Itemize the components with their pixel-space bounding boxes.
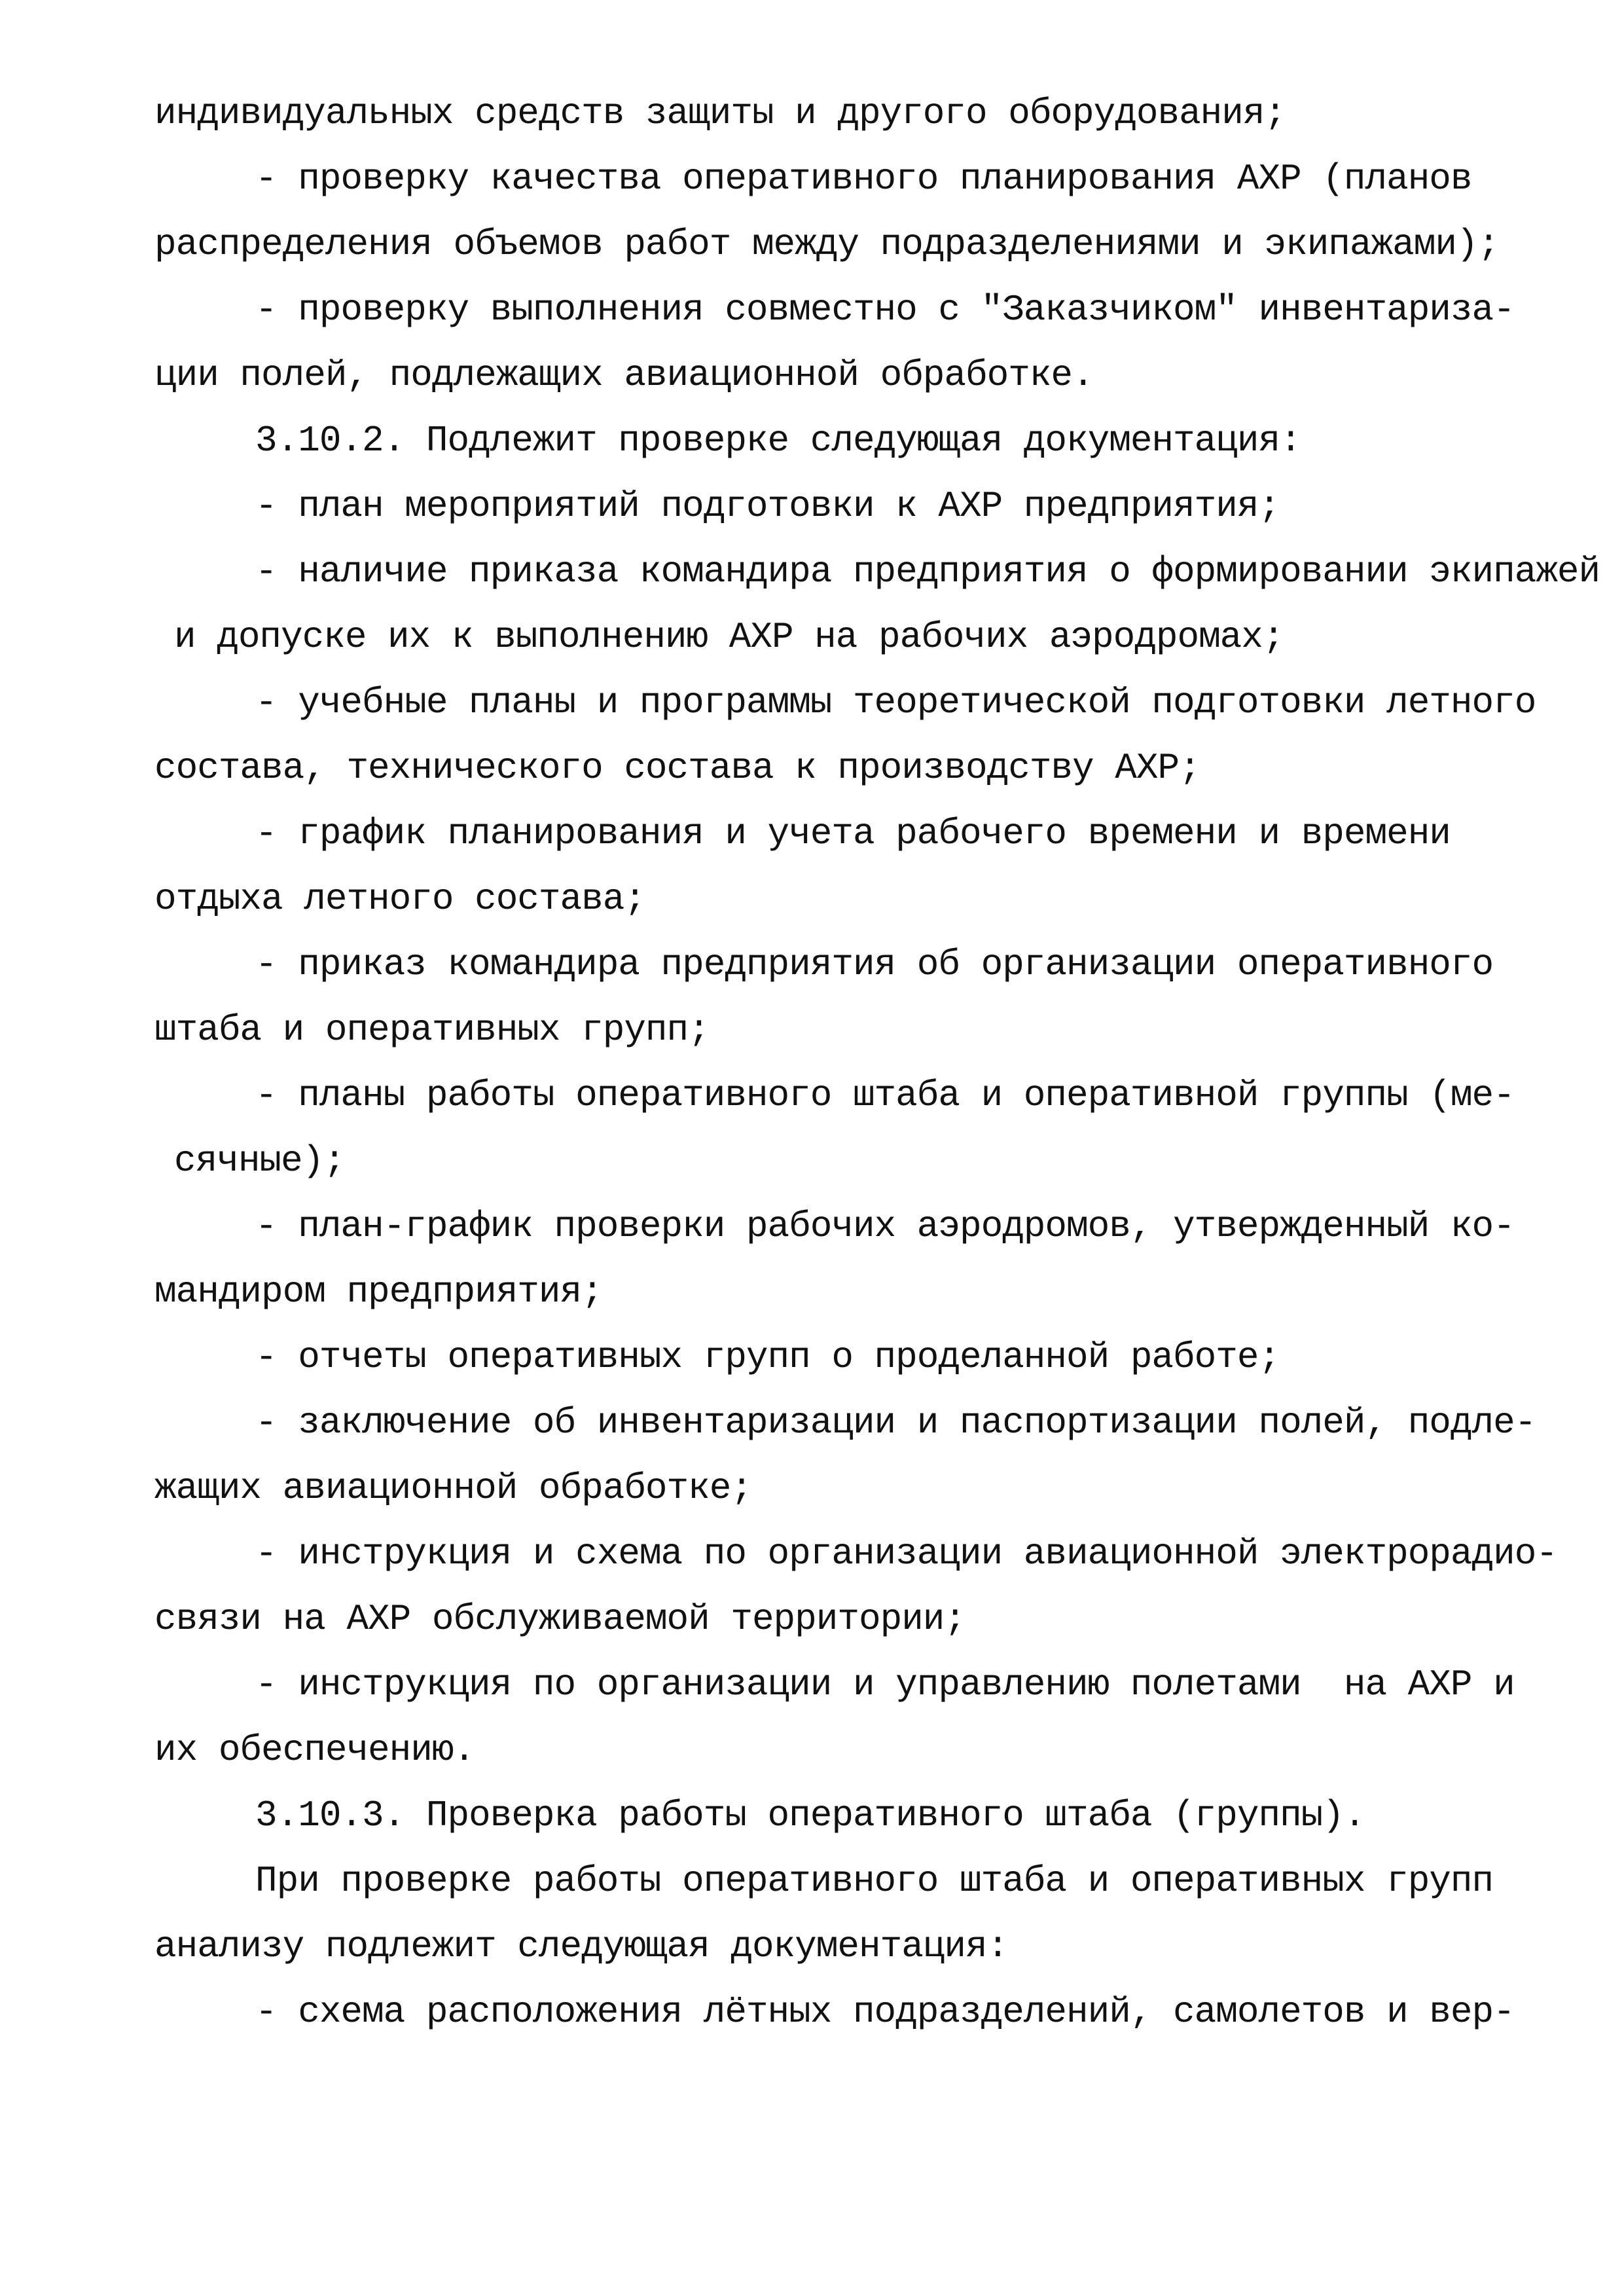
text-line: - заключение об инвентаризации и паспортизации полей, подле- bbox=[255, 1402, 1536, 1444]
text-line: отдыха летного состава; bbox=[154, 878, 645, 920]
text-line: - инструкция по организации и управлению полетами на АХР и bbox=[255, 1664, 1515, 1705]
section-heading-3-10-3: 3.10.3. Проверка работы оперативного штаба (группы). bbox=[255, 1795, 1365, 1836]
text-line: - наличие приказа командира предприятия о формировании экипажей bbox=[255, 551, 1600, 592]
text-line: - схема расположения лётных подразделений, самолетов и вер- bbox=[255, 1991, 1515, 2033]
text-line: - учебные планы и программы теоретической подготовки летного bbox=[255, 682, 1536, 723]
text-line: - план мероприятий подготовки к АХР предприятия; bbox=[255, 485, 1280, 527]
text-line: анализу подлежит следующая документация: bbox=[154, 1925, 1009, 1967]
text-line: сячные); bbox=[174, 1140, 345, 1182]
text-line: ции полей, подлежащих авиационной обработке. bbox=[154, 354, 1094, 396]
text-line: их обеспечению. bbox=[154, 1729, 475, 1771]
text-line: - план-график проверки рабочих аэродромов, утвержденный ко- bbox=[255, 1205, 1515, 1247]
text-line: жащих авиационной обработке; bbox=[154, 1467, 752, 1509]
text-line: - планы работы оперативного штаба и оперативной группы (ме- bbox=[255, 1074, 1515, 1116]
text-line: - график планирования и учета рабочего времени и времени bbox=[255, 812, 1451, 854]
text-line: штаба и оперативных групп; bbox=[154, 1009, 710, 1051]
text-line: индивидуальных средств защиты и другого оборудования; bbox=[154, 92, 1286, 134]
text-line: состава, технического состава к производству АХР; bbox=[154, 747, 1200, 789]
text-line: - проверку выполнения совместно с "Заказчиком" инвентариза- bbox=[255, 289, 1515, 331]
text-line: - отчеты оперативных групп о проделанной работе; bbox=[255, 1336, 1280, 1378]
text-line: и допуске их к выполнению АХР на рабочих аэродромах; bbox=[174, 616, 1284, 658]
text-line: связи на АХР обслуживаемой территории; bbox=[154, 1598, 966, 1640]
text-line: распределения объемов работ между подразделениями и экипажами); bbox=[154, 223, 1500, 265]
section-heading-3-10-2: 3.10.2. Подлежит проверке следующая документация: bbox=[255, 420, 1301, 462]
text-line: мандиром предприятия; bbox=[154, 1271, 603, 1313]
text-line: - приказ командира предприятия об организации оперативного bbox=[255, 943, 1494, 985]
text-line: - инструкция и схема по организации авиационной электрорадио- bbox=[255, 1533, 1557, 1575]
text-line: - проверку качества оперативного планирования АХР (планов bbox=[255, 158, 1472, 200]
text-line: При проверке работы оперативного штаба и оперативных групп bbox=[255, 1860, 1494, 1902]
